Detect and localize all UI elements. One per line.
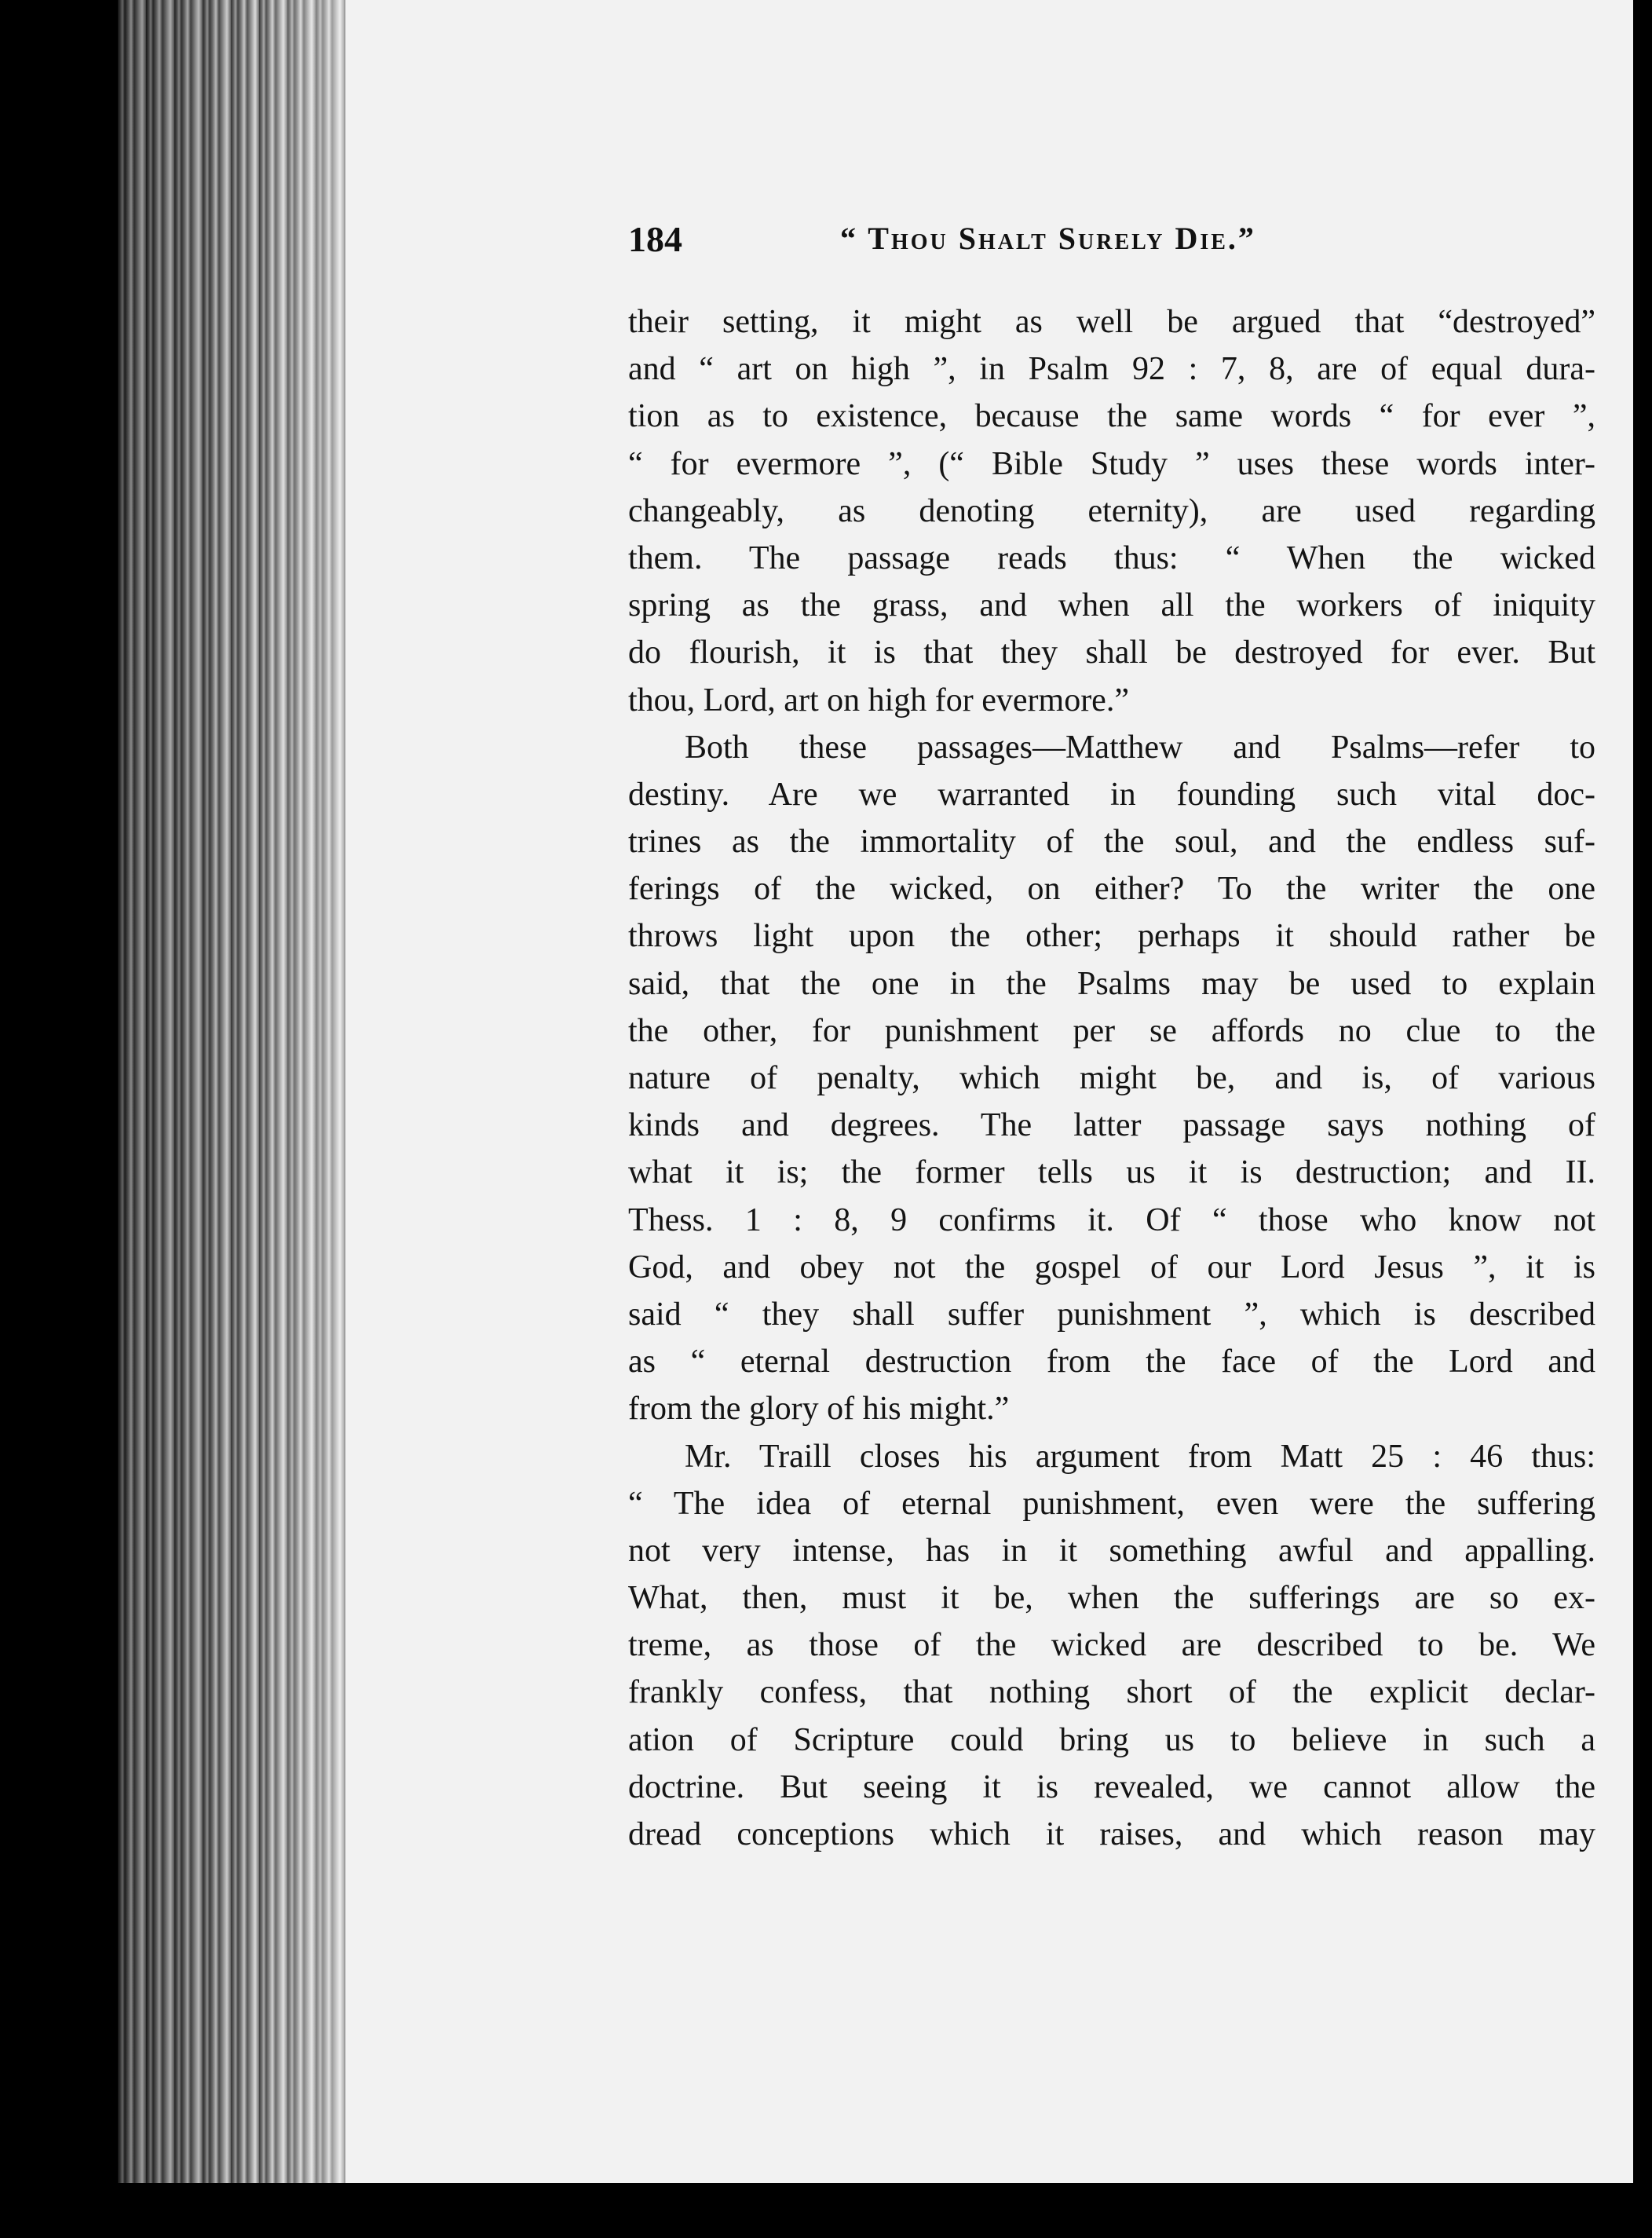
text-line: dread conceptions which it raises, and which reason may — [628, 1816, 1595, 1852]
text-line: Thess. 1 : 8, 9 confirms it. Of “ those who know not — [628, 1201, 1595, 1238]
text-line: not very intense, has in it something awful and appalling. — [628, 1532, 1595, 1569]
text-line: thou, Lord, art on high for evermore.” — [628, 682, 1129, 719]
running-head — [628, 212, 1437, 267]
text-line: “ for evermore ”, (“ Bible Study ” uses these words inter- — [628, 445, 1595, 482]
text-line: and “ art on high ”, in Psalm 92 : 7, 8, are of equal dura- — [628, 351, 1595, 388]
text-line: the other, for punishment per se affords no clue to the — [628, 1012, 1595, 1049]
text-line: do flourish, it is that they shall be destroyed for ever. But — [628, 634, 1595, 671]
text-line: ferings of the wicked, on either? To the writer the one — [628, 871, 1595, 908]
text-line: their setting, it might as well be argued that “destroyed” — [628, 304, 1595, 340]
page-number: 184 — [628, 219, 682, 259]
text-line: Both these passages—Matthew and Psalms—refer to — [685, 729, 1595, 766]
text-line: treme, as those of the wicked are described to be. We — [628, 1627, 1595, 1664]
text-line: changeably, as denoting eternity), are used regarding — [628, 492, 1595, 529]
text-line: frankly confess, that nothing short of the explicit declar- — [628, 1674, 1595, 1711]
text-line: trines as the immortality of the soul, and the endless suf- — [628, 824, 1595, 861]
text-line: Mr. Traill closes his argument from Matt 25 : 46 thus: — [685, 1438, 1595, 1475]
text-line: “ The idea of eternal punishment, even were the suffering — [628, 1485, 1595, 1522]
text-line: God, and obey not the gospel of our Lord Jesus ”, it is — [628, 1249, 1595, 1285]
text-line: What, then, must it be, when the sufferings are so ex- — [628, 1580, 1595, 1617]
text-line: ation of Scripture could bring us to believe in such a — [628, 1721, 1595, 1758]
text-line: destiny. Are we warranted in founding such vital doc- — [628, 776, 1595, 813]
text-line: doctrine. But seeing it is revealed, we cannot allow the — [628, 1768, 1595, 1805]
text-line: nature of penalty, which might be, and is, of various — [628, 1060, 1595, 1096]
text-line: throws light upon the other; perhaps it should rather be — [628, 918, 1595, 955]
text-line: from the glory of his might.” — [628, 1391, 1010, 1428]
book-page-edges — [118, 0, 353, 2191]
text-line: them. The passage reads thus: “ When the wicked — [628, 539, 1595, 576]
running-title: “ Thou Shalt Surely Die.” — [840, 221, 1256, 256]
text-line: as “ eternal destruction from the face of the Lord and — [628, 1344, 1595, 1380]
text-line: said, that the one in the Psalms may be used to explain — [628, 965, 1595, 1002]
text-line: kinds and degrees. The latter passage says nothing of — [628, 1107, 1595, 1144]
text-line: spring as the grass, and when all the workers of iniquity — [628, 587, 1595, 624]
text-line: tion as to existence, because the same words “ for ever ”, — [628, 398, 1595, 435]
text-line: what it is; the former tells us it is destruction; and II. — [628, 1154, 1595, 1191]
body-text — [628, 298, 1595, 1858]
text-line: said “ they shall suffer punishment ”, which is described — [628, 1296, 1595, 1333]
scan-bottom-border — [0, 2183, 1652, 2238]
